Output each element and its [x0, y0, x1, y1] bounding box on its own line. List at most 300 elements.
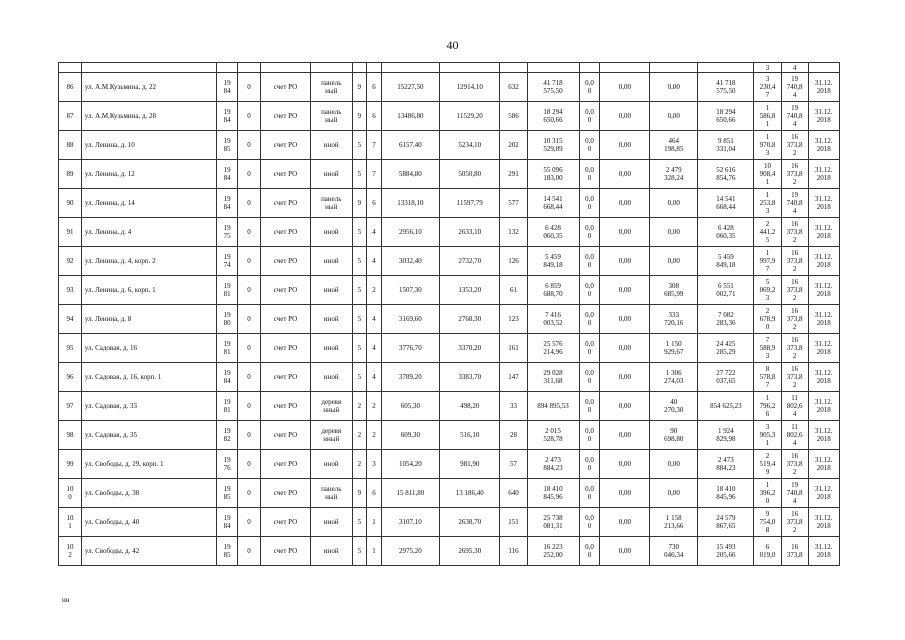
- cell-cost-fund: 6 551 002,71: [698, 276, 754, 305]
- cell-residents: 291: [500, 160, 527, 189]
- cell-total-area: 2975,20: [381, 537, 439, 566]
- cell-total-cost: 14 541 668,44: [527, 189, 579, 218]
- cell-living-area: 11597,79: [440, 189, 500, 218]
- cell-cost-zero-2: 0,00: [600, 131, 650, 160]
- cell-cost-owners: 1 158 213,66: [650, 508, 698, 537]
- cell-entrances: 4: [367, 334, 382, 363]
- cell-living-area: 2638,70: [440, 508, 500, 537]
- cell-cost-owners: 333 720,16: [650, 305, 698, 334]
- table-row: [59, 218, 840, 247]
- cell-address: ул. Свободы, д. 38: [81, 479, 216, 508]
- cell-deadline: 31.12. 2018: [808, 334, 839, 363]
- cell-build-year: 19 74: [217, 247, 238, 276]
- cell-build-year: 19 81: [217, 334, 238, 363]
- cell-residents: 577: [500, 189, 527, 218]
- cell-residents: 632: [500, 73, 527, 102]
- cell-cost-zero-2: 0,00: [600, 247, 650, 276]
- cell-row-number: 93: [59, 276, 82, 305]
- cell-cost-fund: 9 851 331,04: [698, 131, 754, 160]
- cell-account-type: счет РО: [260, 363, 310, 392]
- cell-cost-zero: 0,0 0: [579, 421, 600, 450]
- cell-row-number: 10 2: [59, 537, 82, 566]
- cell-col-zero: 0: [238, 102, 261, 131]
- cell-build-year: 19 80: [217, 305, 238, 334]
- cell-cost-zero-2: 0,00: [600, 334, 650, 363]
- cell-row-number: 92: [59, 247, 82, 276]
- cell-floors: 5: [352, 218, 367, 247]
- cell-cost-fund: 854 625,23: [698, 392, 754, 421]
- cell-wall-material: панель ный: [310, 479, 352, 508]
- cell-deadline: 31.12. 2018: [808, 131, 839, 160]
- cell-unit-cost: 2 441,2 5: [754, 218, 781, 247]
- cell-deadline: 31.12. 2018: [808, 479, 839, 508]
- cell-residents: 132: [500, 218, 527, 247]
- cell-cost-fund: 52 616 854,76: [698, 160, 754, 189]
- cell-cost-zero: 0,0 0: [579, 392, 600, 421]
- cell-account-type: счет РО: [260, 276, 310, 305]
- cell-row-number: 89: [59, 160, 82, 189]
- cell-col-zero: 0: [238, 131, 261, 160]
- cell-col-zero: 0: [238, 450, 261, 479]
- cell-residents: 151: [500, 508, 527, 537]
- table-row: [59, 160, 840, 189]
- cell-deadline: 31.12. 2018: [808, 189, 839, 218]
- cell-unit-cost-limit: 11 802,6 4: [781, 421, 808, 450]
- cell-col-zero: 0: [238, 189, 261, 218]
- cell-build-year: 19 81: [217, 276, 238, 305]
- cell-cost-zero: 0,0 0: [579, 363, 600, 392]
- cell-unit-cost-limit: 19 740,8 4: [781, 73, 808, 102]
- cell-residents: 116: [500, 537, 527, 566]
- cell-unit-cost-limit: 16 373,8 2: [781, 450, 808, 479]
- cell-unit-cost-limit: 16 373,8 2: [781, 276, 808, 305]
- cell-total-area: 1054,20: [381, 450, 439, 479]
- cell-cost-fund: 18 410 845,96: [698, 479, 754, 508]
- cell-cost-zero: 0,0 0: [579, 247, 600, 276]
- cell-cost-fund: 41 718 575,50: [698, 73, 754, 102]
- cell-total-cost: 41 718 575,50: [527, 73, 579, 102]
- cell-living-area: [440, 63, 500, 73]
- cell-living-area: 5050,80: [440, 160, 500, 189]
- cell-residents: 640: [500, 479, 527, 508]
- cell-address: ул. Ленина, д. 10: [81, 131, 216, 160]
- cell-total-cost: 18 294 650,66: [527, 102, 579, 131]
- cell-address: ул. Садовая, д. 35: [81, 421, 216, 450]
- cell-total-area: 3776,70: [381, 334, 439, 363]
- cell-address: [81, 63, 216, 73]
- cell-total-cost: 2 015 528,78: [527, 421, 579, 450]
- cell-row-number: 10 0: [59, 479, 82, 508]
- cell-unit-cost: 6 019,0: [754, 537, 781, 566]
- cell-unit-cost: 2 678,9 0: [754, 305, 781, 334]
- cell-cost-zero-2: 0,00: [600, 537, 650, 566]
- cell-cost-fund: 5 459 849,18: [698, 247, 754, 276]
- cell-cost-zero: 0,0 0: [579, 218, 600, 247]
- cell-build-year: 19 76: [217, 450, 238, 479]
- cell-residents: 123: [500, 305, 527, 334]
- cell-total-cost: 25 576 214,96: [527, 334, 579, 363]
- cell-unit-cost-limit: 16 373,8 2: [781, 160, 808, 189]
- cell-address: ул. Ленина, д. 8: [81, 305, 216, 334]
- cell-account-type: счет РО: [260, 73, 310, 102]
- cell-unit-cost-limit: 19 740,8 4: [781, 479, 808, 508]
- cell-address: ул. Садовая, д. 16, корп. 1: [81, 363, 216, 392]
- cell-row-number: 87: [59, 102, 82, 131]
- cell-living-area: 3383,70: [440, 363, 500, 392]
- cell-build-year: 19 82: [217, 421, 238, 450]
- cell-account-type: счет РО: [260, 334, 310, 363]
- cell-residents: 161: [500, 334, 527, 363]
- cell-unit-cost: 3: [754, 63, 781, 73]
- cell-unit-cost: 10 908,4 1: [754, 160, 781, 189]
- cell-entrances: 6: [367, 189, 382, 218]
- cell-address: ул. Свободы, д. 29, корп. 1: [81, 450, 216, 479]
- cell-unit-cost: 1 586,8 1: [754, 102, 781, 131]
- cell-account-type: счет РО: [260, 218, 310, 247]
- cell-living-area: 13 186,40: [440, 479, 500, 508]
- cell-account-type: [260, 63, 310, 73]
- cell-wall-material: иной: [310, 160, 352, 189]
- cell-col-zero: 0: [238, 479, 261, 508]
- cell-entrances: 6: [367, 73, 382, 102]
- cell-cost-zero: 0,0 0: [579, 102, 600, 131]
- cell-total-area: 15227,50: [381, 73, 439, 102]
- cell-unit-cost-limit: 4: [781, 63, 808, 73]
- cell-total-cost: 7 416 003,52: [527, 305, 579, 334]
- cell-col-zero: 0: [238, 305, 261, 334]
- cell-address: ул. А.М.Кузьмина, д. 28: [81, 102, 216, 131]
- cell-row-number: 10 1: [59, 508, 82, 537]
- cell-total-cost: 5 459 849,18: [527, 247, 579, 276]
- cell-residents: 57: [500, 450, 527, 479]
- table-row: [59, 276, 840, 305]
- cell-total-cost: 55 096 183,00: [527, 160, 579, 189]
- table-row: [59, 479, 840, 508]
- cell-entrances: 2: [367, 276, 382, 305]
- cell-cost-owners: [650, 63, 698, 73]
- cell-col-zero: [238, 63, 261, 73]
- cell-entrances: 2: [367, 392, 382, 421]
- cell-wall-material: панель ный: [310, 102, 352, 131]
- cell-cost-zero-2: 0,00: [600, 218, 650, 247]
- cell-entrances: 6: [367, 479, 382, 508]
- cell-wall-material: иной: [310, 247, 352, 276]
- cell-deadline: 31.12. 2018: [808, 305, 839, 334]
- cell-floors: 5: [352, 131, 367, 160]
- table-row: [59, 305, 840, 334]
- page-number: 40: [446, 38, 459, 52]
- cell-total-cost: 29 028 311,68: [527, 363, 579, 392]
- table-row: [59, 363, 840, 392]
- cell-build-year: 19 75: [217, 218, 238, 247]
- cell-row-number: 97: [59, 392, 82, 421]
- cell-floors: 9: [352, 102, 367, 131]
- table-row: [59, 334, 840, 363]
- cell-total-cost: 18 410 845,96: [527, 479, 579, 508]
- cell-account-type: счет РО: [260, 508, 310, 537]
- cell-address: ул. Садовая, д. 33: [81, 392, 216, 421]
- cell-address: ул. Свободы, д. 42: [81, 537, 216, 566]
- cell-unit-cost: 1 396,2 0: [754, 479, 781, 508]
- cell-cost-fund: 2 473 884,23: [698, 450, 754, 479]
- cell-total-cost: 6 859 688,70: [527, 276, 579, 305]
- cell-total-cost: 2 473 884,23: [527, 450, 579, 479]
- cell-account-type: счет РО: [260, 189, 310, 218]
- cell-address: ул. Садовая, д. 16: [81, 334, 216, 363]
- cell-build-year: 19 81: [217, 392, 238, 421]
- cell-total-area: 3107,10: [381, 508, 439, 537]
- cell-floors: 5: [352, 334, 367, 363]
- table-row: [59, 247, 840, 276]
- cell-wall-material: иной: [310, 363, 352, 392]
- cell-unit-cost: 1 970,8 3: [754, 131, 781, 160]
- table-row: [59, 537, 840, 566]
- cell-floors: 9: [352, 479, 367, 508]
- cell-entrances: 7: [367, 160, 382, 189]
- cell-row-number: 98: [59, 421, 82, 450]
- cell-build-year: 19 84: [217, 102, 238, 131]
- cell-account-type: счет РО: [260, 421, 310, 450]
- cell-floors: 2: [352, 450, 367, 479]
- cell-cost-owners: 464 198,85: [650, 131, 698, 160]
- cell-total-area: 13486,80: [381, 102, 439, 131]
- cell-address: ул. Ленина, д. 12: [81, 160, 216, 189]
- cell-address: ул. А.М.Кузьмина, д. 22: [81, 73, 216, 102]
- cell-address: ул. Ленина, д. 4: [81, 218, 216, 247]
- cell-living-area: 1353,20: [440, 276, 500, 305]
- cell-deadline: 31.12. 2018: [808, 218, 839, 247]
- cell-cost-owners: 40 270,30: [650, 392, 698, 421]
- cell-total-area: 605,30: [381, 392, 439, 421]
- cell-deadline: 31.12. 2018: [808, 392, 839, 421]
- cell-cost-zero: 0,0 0: [579, 189, 600, 218]
- cell-cost-zero-2: 0,00: [600, 392, 650, 421]
- cell-entrances: 4: [367, 363, 382, 392]
- cell-unit-cost: 2 519,4 9: [754, 450, 781, 479]
- cell-floors: 2: [352, 392, 367, 421]
- cell-cost-fund: 14 541 668,44: [698, 189, 754, 218]
- housing-register-table: [58, 62, 840, 566]
- cell-unit-cost: 8 578,8 7: [754, 363, 781, 392]
- cell-residents: 126: [500, 247, 527, 276]
- cell-residents: 586: [500, 102, 527, 131]
- cell-total-area: [381, 63, 439, 73]
- cell-total-area: 13318,10: [381, 189, 439, 218]
- cell-cost-zero: 0,0 0: [579, 450, 600, 479]
- table-row: [59, 421, 840, 450]
- cell-build-year: 19 85: [217, 537, 238, 566]
- cell-unit-cost-limit: 19 740,8 4: [781, 189, 808, 218]
- cell-unit-cost-limit: 16 373,8 2: [781, 508, 808, 537]
- cell-entrances: 6: [367, 102, 382, 131]
- cell-cost-zero-2: [600, 63, 650, 73]
- cell-row-number: 95: [59, 334, 82, 363]
- cell-col-zero: 0: [238, 160, 261, 189]
- cell-wall-material: иной: [310, 218, 352, 247]
- cell-col-zero: 0: [238, 276, 261, 305]
- cell-unit-cost: 5 069,2 3: [754, 276, 781, 305]
- cell-cost-zero: 0,0 0: [579, 334, 600, 363]
- cell-cost-zero-2: 0,00: [600, 73, 650, 102]
- cell-unit-cost-limit: 16 373,8 2: [781, 131, 808, 160]
- cell-deadline: 31.12. 2018: [808, 247, 839, 276]
- cell-total-area: 6157,40: [381, 131, 439, 160]
- cell-cost-zero-2: 0,00: [600, 102, 650, 131]
- cell-cost-zero: [579, 63, 600, 73]
- cell-wall-material: иной: [310, 537, 352, 566]
- cell-deadline: [808, 63, 839, 73]
- cell-total-cost: 25 738 081,31: [527, 508, 579, 537]
- cell-account-type: счет РО: [260, 131, 310, 160]
- cell-living-area: 2732,70: [440, 247, 500, 276]
- cell-cost-owners: 0,00: [650, 479, 698, 508]
- cell-living-area: 12914,10: [440, 73, 500, 102]
- cell-living-area: 498,20: [440, 392, 500, 421]
- cell-floors: 5: [352, 276, 367, 305]
- cell-entrances: 4: [367, 247, 382, 276]
- cell-unit-cost: 9 754,0 8: [754, 508, 781, 537]
- cell-wall-material: панель ный: [310, 189, 352, 218]
- cell-entrances: 2: [367, 421, 382, 450]
- cell-cost-owners: 1 306 274,03: [650, 363, 698, 392]
- cell-floors: 9: [352, 189, 367, 218]
- cell-address: ул. Свободы, д. 40: [81, 508, 216, 537]
- cell-total-area: 3169,60: [381, 305, 439, 334]
- cell-address: ул. Ленина, д. 4, корп. 2: [81, 247, 216, 276]
- cell-row-number: 86: [59, 73, 82, 102]
- cell-cost-owners: 0,00: [650, 189, 698, 218]
- cell-total-area: 3032,40: [381, 247, 439, 276]
- cell-unit-cost-limit: 16 373,8 2: [781, 363, 808, 392]
- cell-col-zero: 0: [238, 218, 261, 247]
- cell-total-cost: 10 315 529,89: [527, 131, 579, 160]
- cell-floors: 9: [352, 73, 367, 102]
- cell-build-year: 19 84: [217, 160, 238, 189]
- cell-cost-zero: 0,0 0: [579, 160, 600, 189]
- cell-residents: 147: [500, 363, 527, 392]
- cell-floors: 2: [352, 421, 367, 450]
- cell-build-year: 19 85: [217, 479, 238, 508]
- cell-total-area: 609,30: [381, 421, 439, 450]
- cell-account-type: счет РО: [260, 450, 310, 479]
- cell-living-area: 5234,10: [440, 131, 500, 160]
- cell-cost-zero-2: 0,00: [600, 305, 650, 334]
- cell-account-type: счет РО: [260, 479, 310, 508]
- cell-account-type: счет РО: [260, 537, 310, 566]
- cell-row-number: 96: [59, 363, 82, 392]
- cell-cost-zero: 0,0 0: [579, 537, 600, 566]
- cell-cost-fund: 24 425 285,29: [698, 334, 754, 363]
- cell-cost-fund: 15 493 205,66: [698, 537, 754, 566]
- cell-row-number: 88: [59, 131, 82, 160]
- cell-build-year: 19 85: [217, 131, 238, 160]
- cell-floors: 5: [352, 508, 367, 537]
- cell-col-zero: 0: [238, 73, 261, 102]
- cell-account-type: счет РО: [260, 102, 310, 131]
- table-row: [59, 102, 840, 131]
- cell-residents: 28: [500, 421, 527, 450]
- cell-entrances: 4: [367, 218, 382, 247]
- cell-build-year: 19 84: [217, 363, 238, 392]
- cell-row-number: 90: [59, 189, 82, 218]
- cell-floors: 5: [352, 363, 367, 392]
- cell-unit-cost: 3 905,3 1: [754, 421, 781, 450]
- cell-total-area: 15 811,80: [381, 479, 439, 508]
- cell-residents: 61: [500, 276, 527, 305]
- cell-wall-material: иной: [310, 276, 352, 305]
- cell-cost-fund: 6 428 060,35: [698, 218, 754, 247]
- cell-wall-material: иной: [310, 305, 352, 334]
- cell-deadline: 31.12. 2018: [808, 363, 839, 392]
- cell-deadline: 31.12. 2018: [808, 450, 839, 479]
- cell-cost-zero: 0,0 0: [579, 508, 600, 537]
- cell-cost-owners: 0,00: [650, 218, 698, 247]
- cell-deadline: 31.12. 2018: [808, 73, 839, 102]
- cell-total-area: 1507,30: [381, 276, 439, 305]
- cell-cost-fund: 27 722 037,65: [698, 363, 754, 392]
- cell-address: ул. Ленина, д. 14: [81, 189, 216, 218]
- cell-row-number: 99: [59, 450, 82, 479]
- cell-cost-zero-2: 0,00: [600, 450, 650, 479]
- cell-deadline: 31.12. 2018: [808, 537, 839, 566]
- cell-total-cost: 6 428 060,35: [527, 218, 579, 247]
- cell-cost-owners: 0,00: [650, 450, 698, 479]
- cell-unit-cost-limit: 16 373,8 2: [781, 247, 808, 276]
- cell-floors: 5: [352, 160, 367, 189]
- cell-cost-owners: 0,00: [650, 247, 698, 276]
- cell-total-cost: [527, 63, 579, 73]
- cell-wall-material: иной: [310, 450, 352, 479]
- cell-col-zero: 0: [238, 421, 261, 450]
- cell-living-area: 981,90: [440, 450, 500, 479]
- cell-build-year: 19 84: [217, 189, 238, 218]
- cell-row-number: 94: [59, 305, 82, 334]
- cell-account-type: счет РО: [260, 392, 310, 421]
- table-row: [59, 189, 840, 218]
- cell-cost-fund: 1 924 829,98: [698, 421, 754, 450]
- table-row: [59, 131, 840, 160]
- table-row: [59, 392, 840, 421]
- cell-row-number: 91: [59, 218, 82, 247]
- cell-cost-zero: 0,0 0: [579, 479, 600, 508]
- cell-entrances: 7: [367, 131, 382, 160]
- cell-wall-material: панель ный: [310, 73, 352, 102]
- cell-wall-material: иной: [310, 508, 352, 537]
- cell-floors: 5: [352, 537, 367, 566]
- cell-col-zero: 0: [238, 392, 261, 421]
- cell-build-year: 19 84: [217, 508, 238, 537]
- cell-cost-fund: [698, 63, 754, 73]
- cell-cost-owners: 0,00: [650, 73, 698, 102]
- cell-cost-zero: 0,0 0: [579, 73, 600, 102]
- cell-unit-cost-limit: 16 373,8 2: [781, 334, 808, 363]
- cell-entrances: 3: [367, 450, 382, 479]
- cell-unit-cost: 1 796,2 6: [754, 392, 781, 421]
- table-row: [59, 450, 840, 479]
- footer-mark: нн: [62, 596, 70, 604]
- cell-account-type: счет РО: [260, 305, 310, 334]
- cell-residents: 33: [500, 392, 527, 421]
- cell-total-area: 5884,80: [381, 160, 439, 189]
- cell-living-area: 2695,30: [440, 537, 500, 566]
- cell-floors: 5: [352, 247, 367, 276]
- cell-col-zero: 0: [238, 537, 261, 566]
- cell-residents: 202: [500, 131, 527, 160]
- cell-unit-cost-limit: 19 740,8 4: [781, 102, 808, 131]
- cell-cost-owners: 2 479 328,24: [650, 160, 698, 189]
- cell-cost-zero-2: 0,00: [600, 276, 650, 305]
- cell-address: ул. Ленина, д. 6, корп. 1: [81, 276, 216, 305]
